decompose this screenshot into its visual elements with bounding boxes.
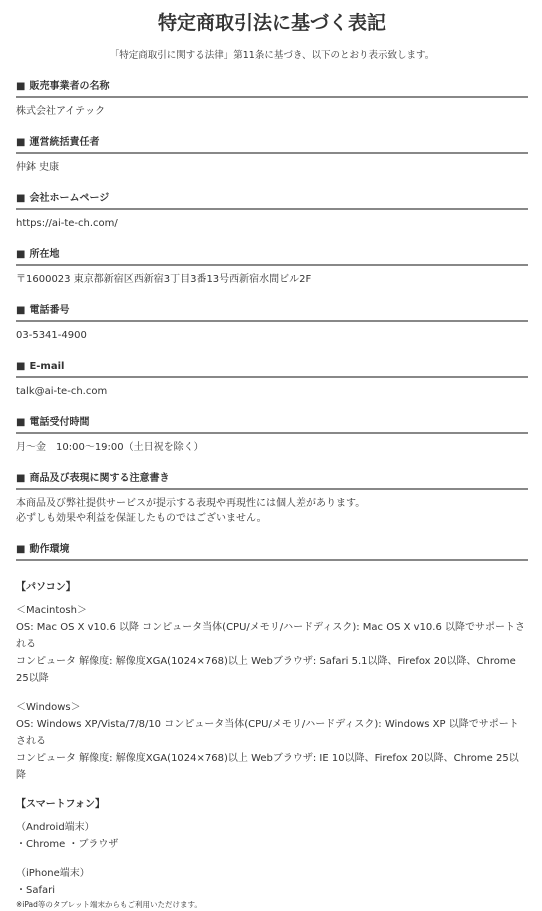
section-heading — [16, 297, 528, 322]
section-heading-label: 商品及び表現に関する注意書き — [29, 473, 170, 484]
section-line: https://ai-te-ch.com/ — [16, 218, 118, 229]
section-heading-label: 運営統括責任者 — [29, 137, 100, 148]
square-marker-icon: ■ — [16, 305, 26, 316]
section-line: 月〜金 10:00〜19:00（土日祝を除く） — [16, 442, 204, 453]
section-line: 〒1600023 東京都新宿区西新宿3丁目3番13号西新宿水間ビル2F — [16, 274, 312, 285]
section-heading-label: 会社ホームページ — [29, 193, 110, 204]
square-marker-icon: ■ — [16, 81, 26, 92]
environment-details — [16, 561, 528, 911]
square-marker-icon: ■ — [16, 417, 26, 428]
section-body — [16, 490, 528, 536]
iphone-block — [16, 865, 528, 899]
square-marker-icon: ■ — [16, 193, 26, 204]
section-heading — [16, 241, 528, 266]
section-heading-label: 動作環境 — [29, 544, 70, 555]
section-body — [16, 154, 528, 185]
page-title: 特定商取引法に基づく表記 — [157, 12, 386, 34]
iphone-line: ・Safari — [16, 885, 56, 896]
section-line: 本商品及び弊社提供サービスが提示する表現や再現性には個人差があります。 — [16, 498, 366, 509]
section-line: 株式会社アイテック — [16, 106, 106, 117]
section-heading — [16, 129, 528, 154]
section-heading-label: 電話受付時間 — [29, 417, 90, 428]
square-marker-icon: ■ — [16, 544, 26, 555]
section-heading-label: 販売事業者の名称 — [29, 81, 110, 92]
windows-label: ＜Windows＞ — [16, 702, 81, 713]
android-line: ・Chrome ・ブラウザ — [16, 839, 119, 850]
iphone-label: （iPhone端末） — [16, 868, 90, 879]
section-heading — [16, 465, 528, 490]
section-body — [16, 322, 528, 353]
legal-notice-page — [0, 9, 542, 911]
section-heading — [16, 185, 528, 210]
tablet-note: ※iPad等のタブレット端末からもご利用いただけます。 — [16, 900, 202, 909]
windows-block — [16, 699, 528, 784]
section-line: talk@ai-te-ch.com — [16, 386, 108, 397]
section-heading — [16, 536, 528, 561]
windows-line-1: OS: Windows XP/Vista/7/8/10 コンピュータ当体(CPU/メモリ/ハードディスク): Windows XP 以降でサポートされる — [16, 719, 519, 747]
mac-line-2: コンピュータ 解像度: 解像度XGA(1024×768)以上 Webブラウザ: Safari 5.1以降、Firefox 20以降、Chrome 25以降 — [16, 656, 516, 684]
section-body — [16, 98, 528, 129]
square-marker-icon: ■ — [16, 361, 26, 372]
square-marker-icon: ■ — [16, 473, 26, 484]
section-line: 仲鉢 史康 — [16, 162, 60, 173]
windows-line-2: コンピュータ 解像度: 解像度XGA(1024×768)以上 Webブラウザ: IE 10以降、Firefox 20以降、Chrome 25以降 — [16, 753, 519, 781]
section-heading-label: 所在地 — [29, 249, 60, 260]
sections-container — [16, 73, 528, 561]
mac-line-1: OS: Mac OS X v10.6 以降 コンピュータ当体(CPU/メモリ/ハードディスク): Mac OS X v10.6 以降でサポートされる — [16, 622, 526, 650]
section-body — [16, 266, 528, 297]
square-marker-icon: ■ — [16, 249, 26, 260]
section-body — [16, 434, 528, 465]
section-heading-label: E-mail — [29, 361, 65, 372]
section-heading — [16, 353, 528, 378]
section-heading — [16, 409, 528, 434]
android-label: （Android端末） — [16, 822, 95, 833]
mac-block — [16, 602, 528, 687]
android-block — [16, 819, 528, 853]
mac-label: ＜Macintosh＞ — [16, 605, 87, 616]
square-marker-icon: ■ — [16, 137, 26, 148]
section-line: 03-5341-4900 — [16, 330, 87, 341]
section-body — [16, 378, 528, 409]
page-subtitle: 「特定商取引に関する法律」第11条に基づき、以下のとおり表示致します。 — [109, 50, 435, 61]
section-heading — [16, 73, 528, 98]
section-body — [16, 210, 528, 241]
pc-title: 【パソコン】 — [16, 582, 76, 593]
smartphone-title: 【スマートフォン】 — [16, 799, 105, 810]
section-heading-label: 電話番号 — [29, 305, 70, 316]
section-line: 必ずしも効果や利益を保証したものではございません。 — [16, 513, 267, 524]
